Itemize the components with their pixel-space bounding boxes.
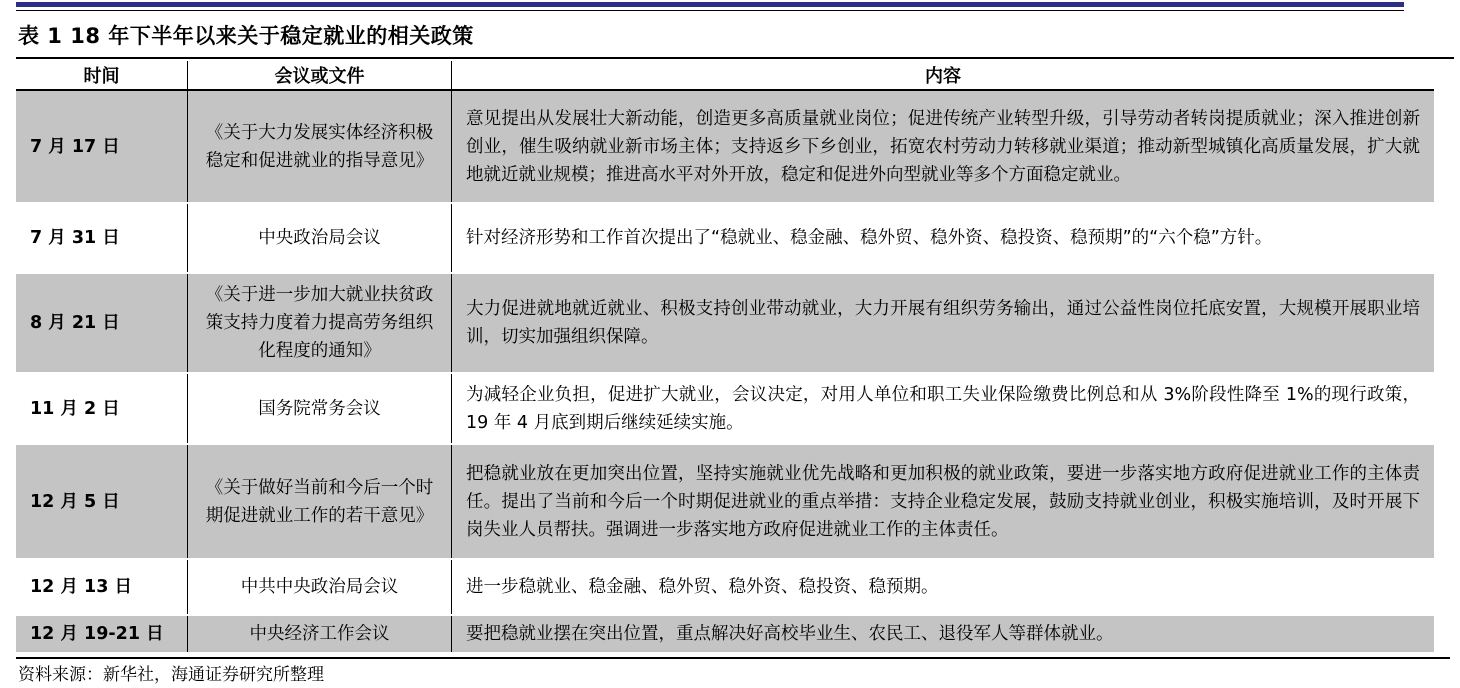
row-content: 进一步稳就业、稳金融、稳外贸、稳外资、稳投资、稳预期。 bbox=[452, 559, 1435, 615]
header-document: 会议或文件 bbox=[188, 61, 452, 90]
row-time: 7 月 17 日 bbox=[16, 90, 188, 203]
header-content: 内容 bbox=[452, 61, 1435, 90]
row-content: 大力促进就地就近就业、积极支持创业带动就业，大力开展有组织劳务输出，通过公益性岗位托底安置，大规模开展职业培训，切实加强组织保障。 bbox=[452, 273, 1435, 373]
table-row bbox=[16, 373, 1434, 444]
table-row bbox=[16, 203, 1434, 273]
table-row bbox=[16, 559, 1434, 615]
row-time: 8 月 21 日 bbox=[16, 273, 188, 373]
row-content: 针对经济形势和工作首次提出了“稳就业、稳金融、稳外贸、稳外资、稳投资、稳预期”的“六个稳”方针。 bbox=[452, 203, 1435, 273]
row-document: 国务院常务会议 bbox=[188, 373, 452, 444]
row-time: 12 月 13 日 bbox=[16, 559, 188, 615]
row-content: 把稳就业放在更加突出位置，坚持实施就业优先战略和更加积极的就业政策，要进一步落实地方政府促进就业工作的主体责任。提出了当前和今后一个时期促进就业的重点举措：支持企业稳定发展，鼓励支持就业创业，积极实施培训，及时开展下岗失业人员帮扶。强调进一步落实地方政府促进就业工作的主体责任。 bbox=[452, 444, 1435, 559]
header-time: 时间 bbox=[16, 61, 188, 90]
row-document: 《关于进一步加大就业扶贫政策支持力度着力提高劳务组织化程度的通知》 bbox=[188, 273, 452, 373]
row-time: 12 月 19-21 日 bbox=[16, 615, 188, 653]
title-rule bbox=[16, 57, 1454, 59]
row-content: 要把稳就业摆在突出位置，重点解决好高校毕业生、农民工、退役军人等群体就业。 bbox=[452, 615, 1435, 653]
row-document: 中共中央政治局会议 bbox=[188, 559, 452, 615]
table-row bbox=[16, 273, 1434, 373]
header-row bbox=[16, 61, 1434, 90]
row-content: 为减轻企业负担，促进扩大就业，会议决定，对用人单位和职工失业保险缴费比例总和从 3%阶段性降至 1%的现行政策，19 年 4 月底到期后继续延续实施。 bbox=[452, 373, 1435, 444]
row-document: 《关于大力发展实体经济积极稳定和促进就业的指导意见》 bbox=[188, 90, 452, 203]
row-document: 《关于做好当前和今后一个时期促进就业工作的若干意见》 bbox=[188, 444, 452, 559]
top-rule bbox=[16, 10, 1404, 11]
table-row bbox=[16, 444, 1434, 559]
row-time: 7 月 31 日 bbox=[16, 203, 188, 273]
top-accent-bar bbox=[16, 2, 1404, 7]
bottom-rule bbox=[16, 657, 1450, 659]
policy-table bbox=[16, 61, 1434, 654]
row-content: 意见提出从发展壮大新动能，创造更多高质量就业岗位；促进传统产业转型升级，引导劳动者转岗提质就业；深入推进创新创业，催生吸纳就业新市场主体；支持返乡下乡创业，拓宽农村劳动力转移就业渠道；推动新型城镇化高质量发展，扩大就地就近就业规模；推进高水平对外开放，稳定和促进外向型就业等多个方面稳定就业。 bbox=[452, 90, 1435, 203]
row-time: 12 月 5 日 bbox=[16, 444, 188, 559]
source-note: 资料来源：新华社，海通证券研究所整理 bbox=[18, 665, 324, 685]
table-row bbox=[16, 90, 1434, 203]
table-row bbox=[16, 615, 1434, 653]
row-document: 中央政治局会议 bbox=[188, 203, 452, 273]
table-title: 表 1 18 年下半年以来关于稳定就业的相关政策 bbox=[18, 24, 474, 48]
row-time: 11 月 2 日 bbox=[16, 373, 188, 444]
row-document: 中央经济工作会议 bbox=[188, 615, 452, 653]
